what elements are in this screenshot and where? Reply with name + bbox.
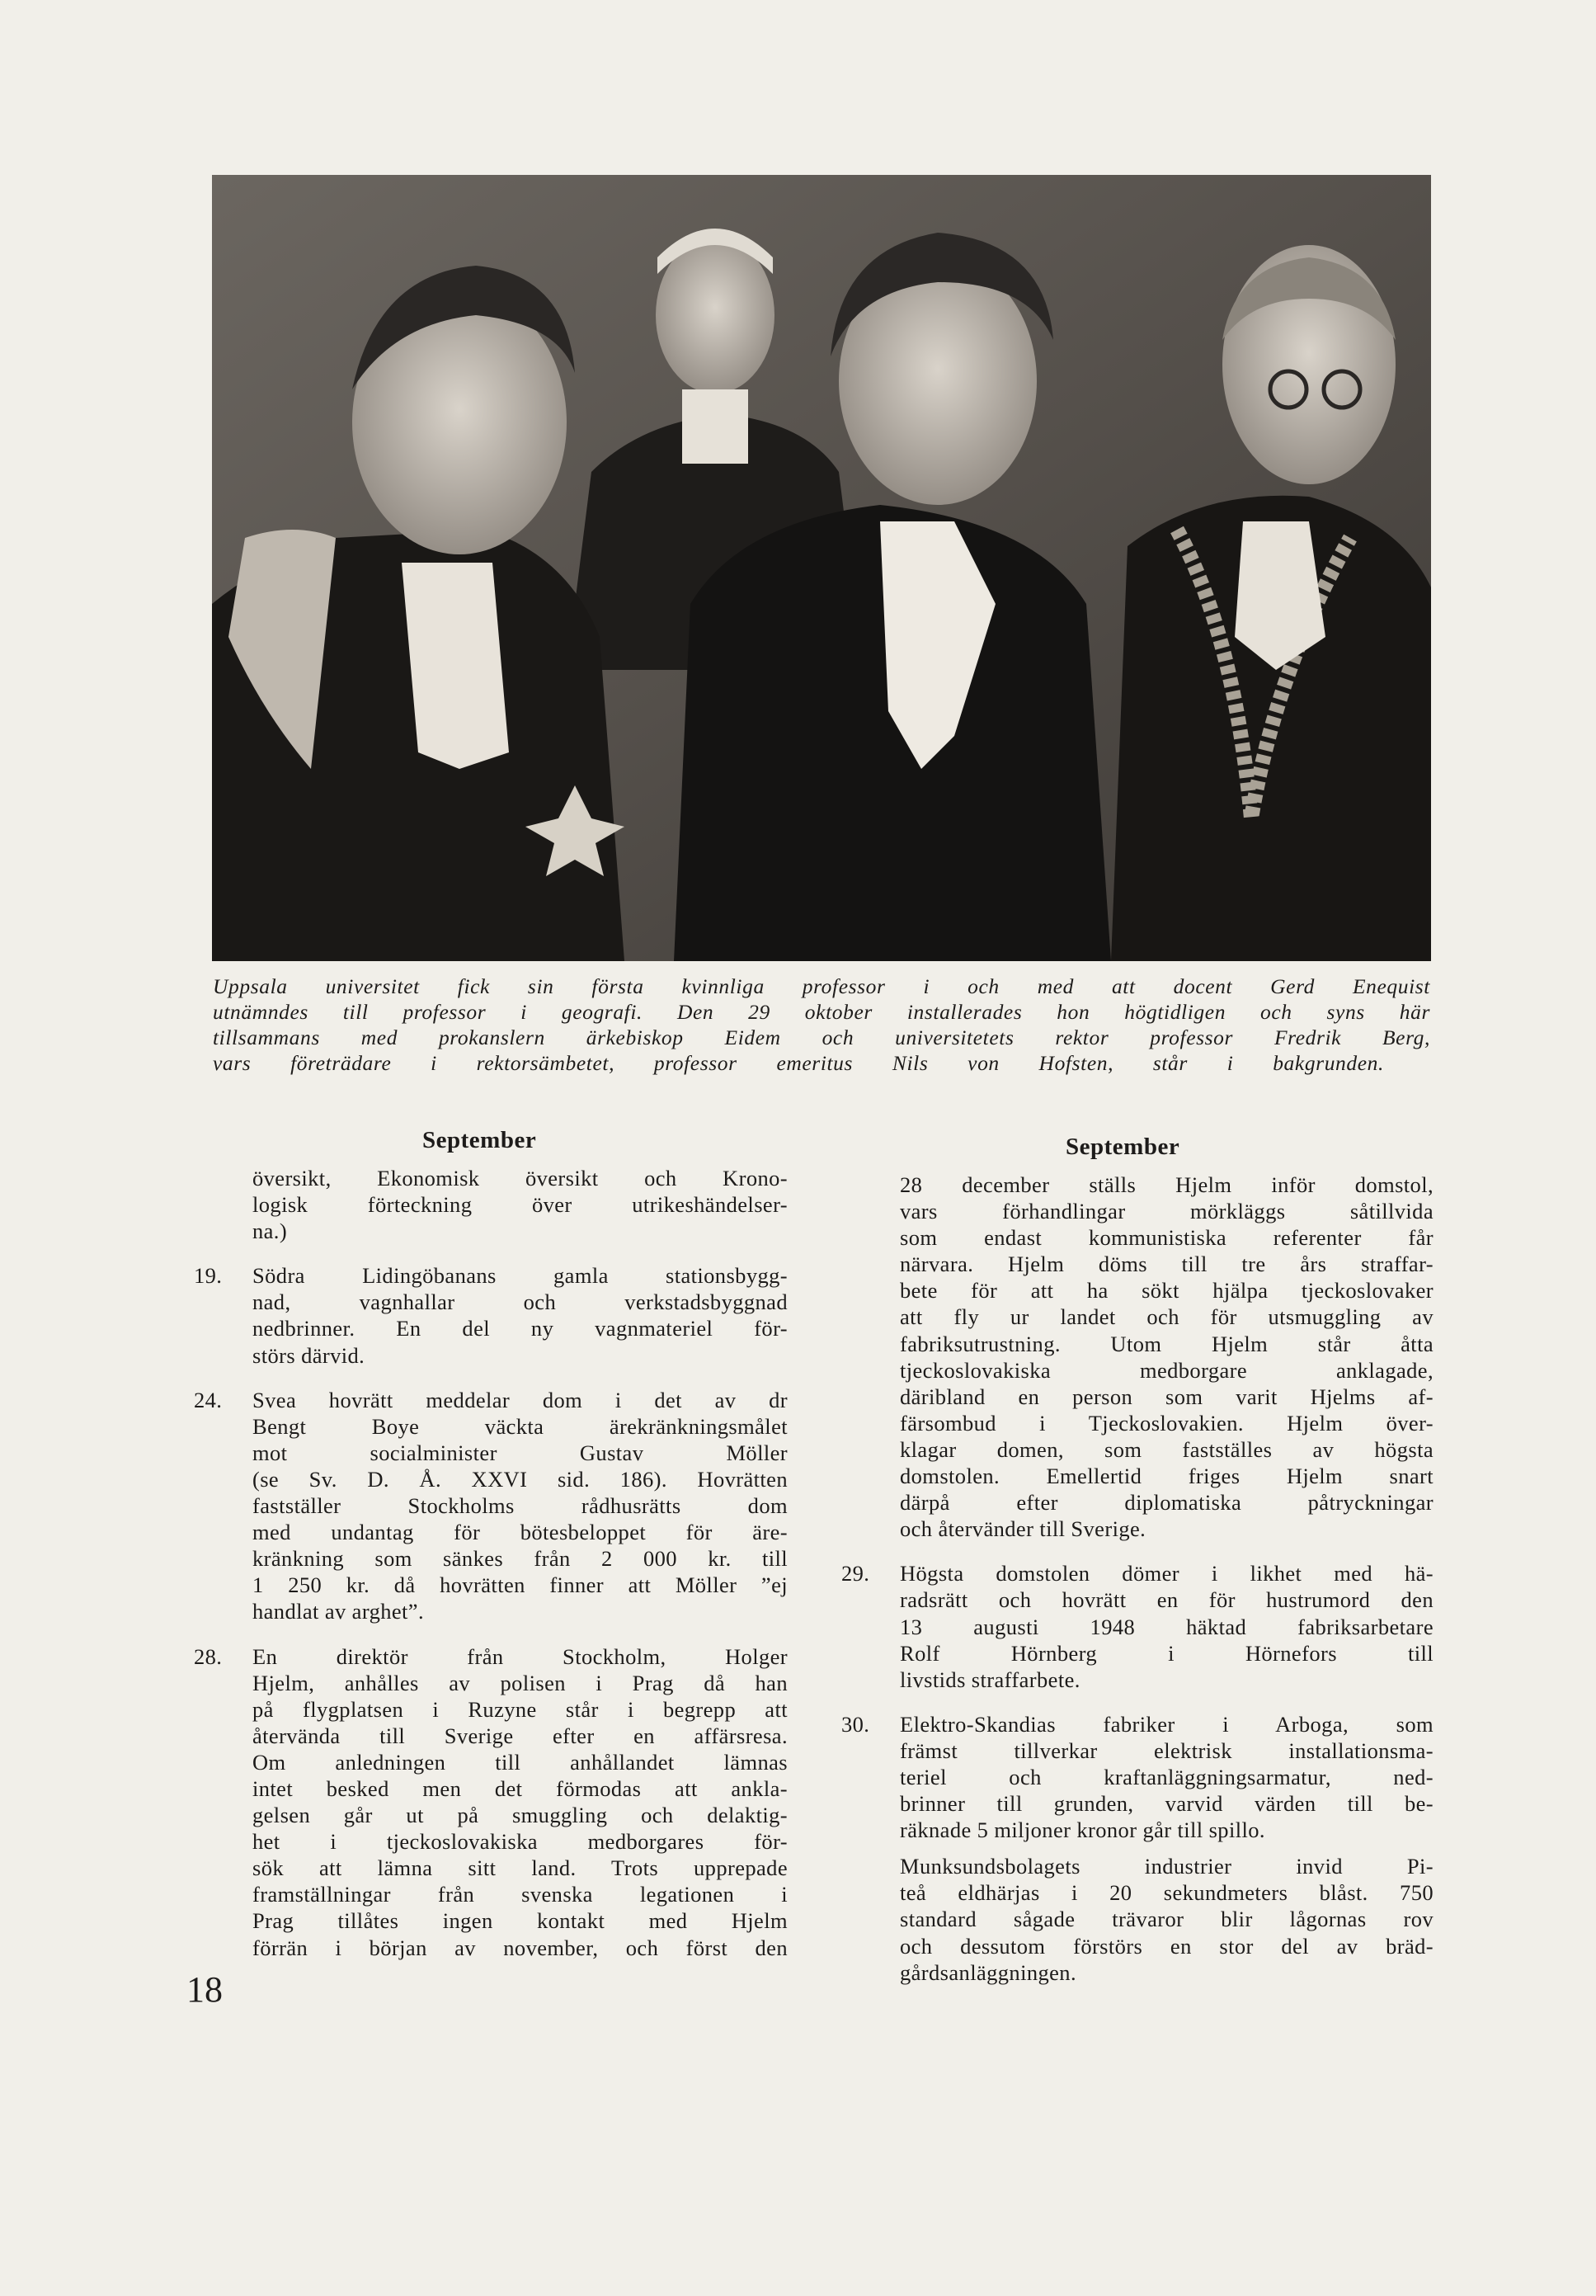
entry-line: livstids straffarbete. bbox=[900, 1667, 1080, 1692]
chronology-entry bbox=[194, 1262, 788, 1368]
entry-day: 24. bbox=[194, 1387, 223, 1412]
photo-illustration bbox=[212, 175, 1431, 961]
entry-line: Om anledningen till anhållandet lämnas bbox=[252, 1749, 788, 1775]
chronology-entry bbox=[841, 1853, 1434, 1985]
entry-line: förrän i början av november, och först den bbox=[252, 1935, 788, 1960]
left-column bbox=[194, 1165, 788, 1979]
entry-line: Rolf Hörnberg i Hörnefors till bbox=[900, 1640, 1434, 1666]
entry-line: gårdsanläggningen. bbox=[900, 1959, 1076, 1985]
chronology-entry bbox=[194, 1643, 788, 1961]
photo-caption bbox=[213, 974, 1430, 1076]
entry-line: räknade 5 miljoner kronor går till spillo. bbox=[900, 1817, 1265, 1843]
entry-line: teå eldhärjas i 20 sekundmeters blåst. 750 bbox=[900, 1880, 1434, 1906]
entry-line: klagar domen, som fastställes av högsta bbox=[900, 1436, 1434, 1462]
entry-line: Elektro-Skandias fabriker i Arboga, som bbox=[900, 1711, 1434, 1737]
entry-line: kränkning som sänkes från 2 000 kr. till bbox=[252, 1546, 788, 1572]
entry-line: handlat av arghet”. bbox=[252, 1599, 424, 1624]
entry-line: na.) bbox=[252, 1219, 288, 1244]
right-column-heading: September bbox=[1066, 1134, 1180, 1160]
page-number: 18 bbox=[186, 1969, 223, 2010]
entry-line: gelsen går ut på smuggling och delaktig- bbox=[252, 1803, 788, 1828]
entry-line: däribland en person som varit Hjelms af- bbox=[900, 1384, 1434, 1409]
left-column-heading: September bbox=[422, 1127, 537, 1153]
entry-line: 28 december ställs Hjelm inför domstol, bbox=[900, 1172, 1434, 1197]
entry-line: och återvänder till Sverige. bbox=[900, 1516, 1146, 1542]
entry-line: som endast kommunistiska referenter får bbox=[900, 1225, 1434, 1251]
entry-line: översikt, Ekonomisk översikt och Krono- bbox=[252, 1166, 788, 1190]
entry-line: Bengt Boye väckta ärekränkningsmålet bbox=[252, 1413, 788, 1439]
caption-line: Uppsala universitet fick sin första kvinnliga professor i och med att docent Gerd Enequist bbox=[213, 974, 1430, 998]
chronology-entry bbox=[841, 1560, 1434, 1692]
entry-line: och dessutom förstörs en stor del av bräd- bbox=[900, 1933, 1434, 1959]
entry-line: het i tjeckoslovakiska medborgares för- bbox=[252, 1829, 788, 1855]
entry-line: Högsta domstolen dömer i likhet med hä- bbox=[900, 1561, 1434, 1586]
entry-line: på flygplatsen i Ruzyne står i begrepp att bbox=[252, 1696, 788, 1722]
entry-day: 19. bbox=[194, 1263, 223, 1289]
entry-day: 30. bbox=[841, 1711, 870, 1737]
entry-line: logisk förteckning över utrikeshändelser- bbox=[252, 1192, 788, 1218]
entry-line: domstolen. Emellertid friges Hjelm snart bbox=[900, 1464, 1434, 1489]
entry-line: främst tillverkar elektrisk installationsma- bbox=[900, 1737, 1434, 1763]
entry-line: mot socialminister Gustav Möller bbox=[252, 1440, 788, 1465]
entry-line: 1 250 kr. då hovrätten finner att Möller ”ej bbox=[252, 1572, 788, 1598]
entry-line: radsrätt och hovrätt en för hustrumord den bbox=[900, 1587, 1434, 1613]
entry-line: Munksundsbolagets industrier invid Pi- bbox=[900, 1854, 1434, 1879]
entry-day: 28. bbox=[194, 1643, 223, 1669]
entry-line: sök att lämna sitt land. Trots upprepade bbox=[252, 1855, 788, 1881]
chronology-entry bbox=[194, 1165, 788, 1244]
entry-line: framställningar från svenska legationen i bbox=[252, 1882, 788, 1907]
entry-line: intet besked men det förmodas att ankla- bbox=[252, 1775, 788, 1801]
entry-line: Hjelm, anhålles av polisen i Prag då han bbox=[252, 1670, 788, 1695]
caption-line: utnämndes till professor i geografi. Den 29 oktober installerades hon högtidligen och syns här bbox=[213, 1000, 1430, 1024]
entry-line: Prag tillåtes ingen kontakt med Hjelm bbox=[252, 1908, 788, 1934]
chronology-entry bbox=[194, 1387, 788, 1625]
entry-line: Svea hovrätt meddelar dom i det av dr bbox=[252, 1387, 788, 1412]
caption-line: tillsammans med prokanslern ärkebiskop Eidem och universitetets rektor professor Fredrik Berg, bbox=[213, 1025, 1430, 1049]
entry-line: fabriksutrustning. Utom Hjelm står åtta bbox=[900, 1331, 1434, 1356]
entry-line: fastställer Stockholms rådhusrätts dom bbox=[252, 1493, 788, 1519]
entry-line: nad, vagnhallar och verkstadsbyggnad bbox=[252, 1289, 788, 1315]
entry-line: teriel och kraftanläggningsarmatur, ned- bbox=[900, 1764, 1434, 1789]
entry-line: störs därvid. bbox=[252, 1342, 365, 1368]
right-column bbox=[841, 1172, 1434, 2004]
chronology-entry bbox=[841, 1172, 1434, 1542]
entry-day: 29. bbox=[841, 1561, 870, 1586]
entry-line: bete för att ha sökt hjälpa tjeckoslovaker bbox=[900, 1278, 1434, 1304]
photograph bbox=[212, 175, 1431, 961]
entry-line: vars förhandlingar mörkläggs såtillvida bbox=[900, 1199, 1434, 1224]
entry-line: därpå efter diplomatiska påtryckningar bbox=[900, 1490, 1434, 1516]
entry-line: tjeckoslovakiska medborgare anklagade, bbox=[900, 1357, 1434, 1383]
entry-line: nedbrinner. En del ny vagnmateriel för- bbox=[252, 1316, 788, 1341]
entry-line: brinner till grunden, varvid värden till be- bbox=[900, 1791, 1434, 1817]
entry-line: att fly ur landet och för utsmuggling av bbox=[900, 1304, 1434, 1330]
entry-line: 13 augusti 1948 häktad fabriksarbetare bbox=[900, 1614, 1434, 1639]
chronology-entry bbox=[841, 1711, 1434, 1843]
entry-line: (se Sv. D. Å. XXVI sid. 186). Hovrätten bbox=[252, 1466, 788, 1492]
entry-line: standard sågade trävaror blir lågornas rov bbox=[900, 1907, 1434, 1932]
entry-line: Södra Lidingöbanans gamla stationsbygg- bbox=[252, 1263, 788, 1289]
entry-line: närvara. Hjelm döms till tre års straffar- bbox=[900, 1252, 1434, 1277]
entry-line: En direktör från Stockholm, Holger bbox=[252, 1643, 788, 1669]
caption-line: vars företrädare i rektorsämbetet, professor emeritus Nils von Hofsten, står i bakgrunden. bbox=[213, 1051, 1384, 1075]
entry-line: färsombud i Tjeckoslovakien. Hjelm över- bbox=[900, 1410, 1434, 1436]
entry-line: återvända till Sverige efter en affärsresa. bbox=[252, 1723, 788, 1748]
entry-line: med undantag för bötesbeloppet för äre- bbox=[252, 1520, 788, 1545]
